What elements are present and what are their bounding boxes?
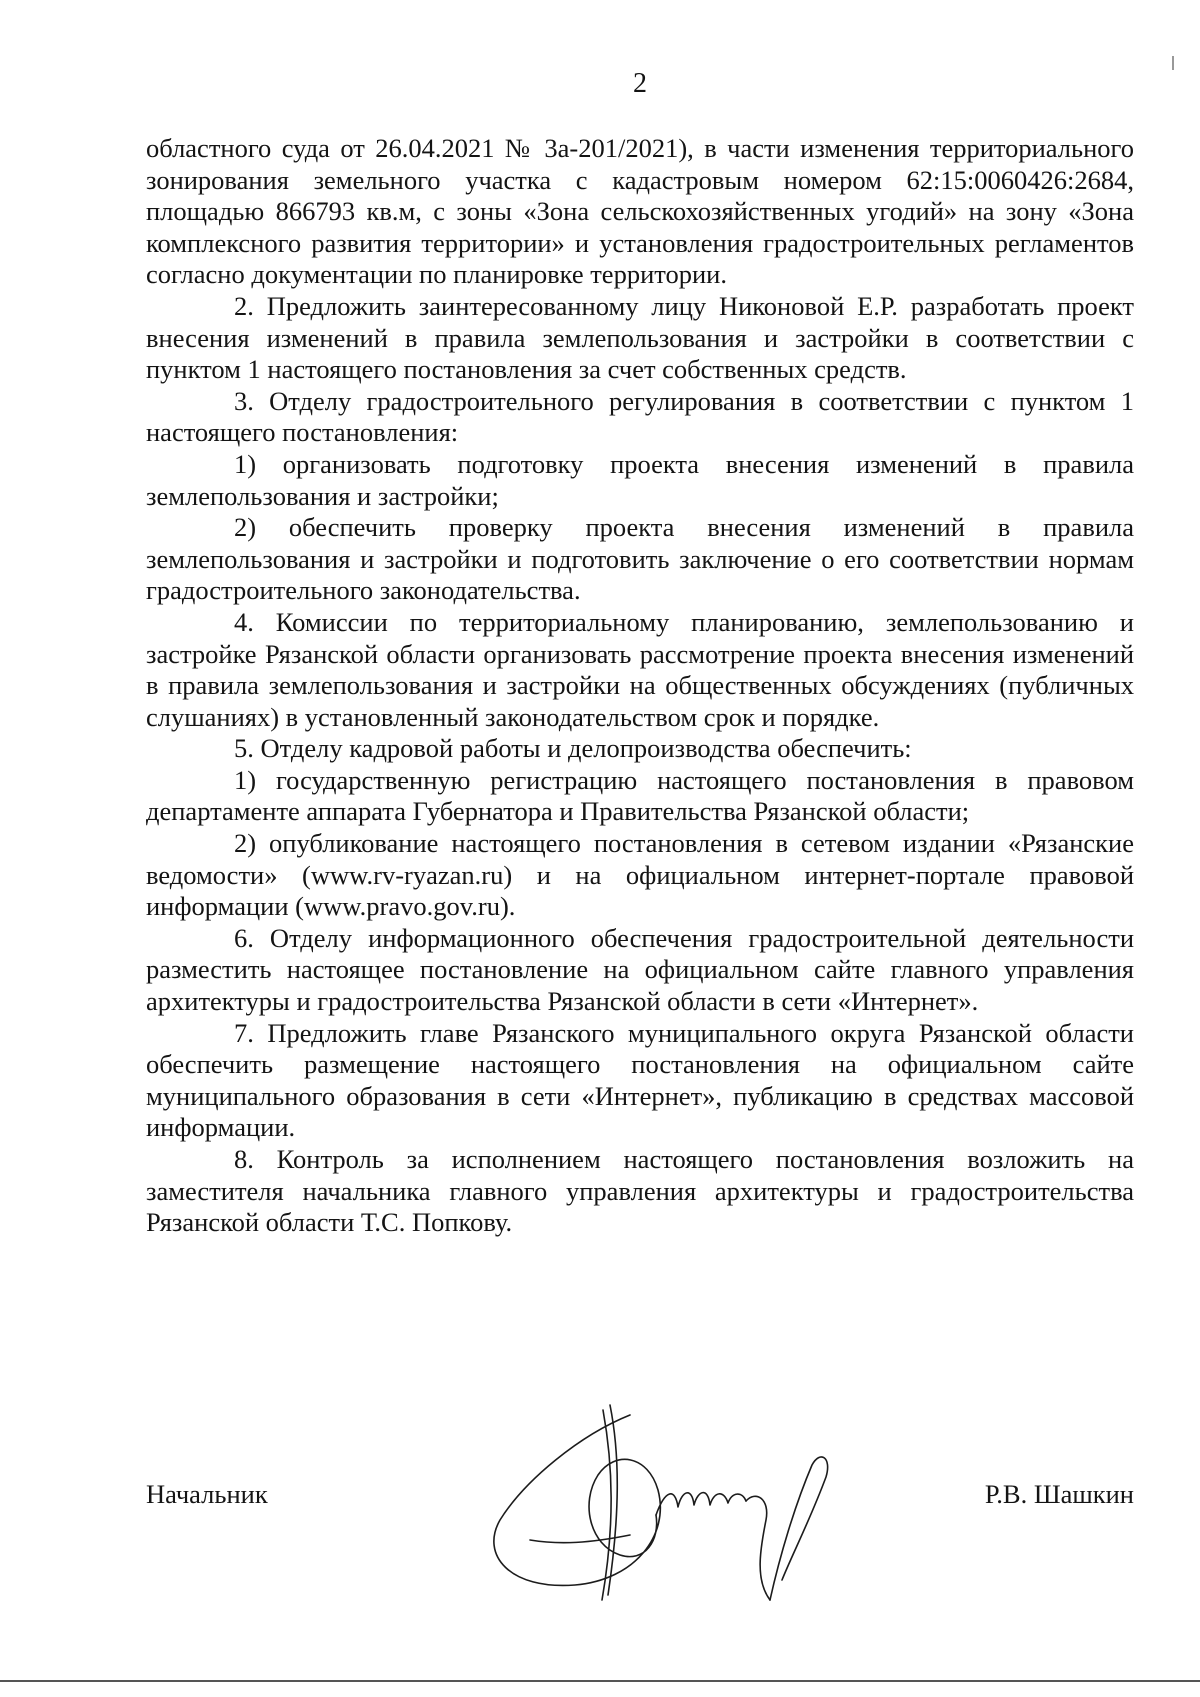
paragraph-continuation: областного суда от 26.04.2021 № 3а-201/2021), в части изменения территориального зонирования земельного участка с кадастровым номером 62:15:0060426:2684, площадью 866793 кв.м, с зоны «Зона сельскохозяйственных угодий» на зону «Зона комплексного развития территории» и установления градостроительных регламентов согласно документации по планировке территории. bbox=[146, 133, 1134, 290]
paragraph-item-3-sub-1: 1) организовать подготовку проекта внесения изменений в правила землепользования и застройки; bbox=[146, 448, 1134, 511]
paragraph-item-7: 7. Предложить главе Рязанского муниципального округа Рязанской области обеспечить размещение настоящего постановления на официальном сайте муниципального образования в сети «Интернет», публикацию в средствах массовой информации. bbox=[146, 1017, 1134, 1143]
paragraph-item-3-sub-2: 2) обеспечить проверку проекта внесения изменений в правила землепользования и застройки и подготовить заключение о его соответствии нормам градостроительного законодательства. bbox=[146, 512, 1134, 606]
paragraph-item-2: 2. Предложить заинтересованному лицу Никоновой Е.Р. разработать проект внесения изменений в правила землепользования и застройки в соответствии с пунктом 1 настоящего постановления за счет собственных средств. bbox=[146, 290, 1134, 385]
handwritten-signature bbox=[470, 1395, 870, 1615]
signatory-name: Р.В. Шашкин bbox=[984, 1479, 1134, 1509]
paragraph-item-6: 6. Отделу информационного обеспечения градостроительной деятельности разместить настоящее постановление на официальном сайте главного управления архитектуры и градостроительства Рязанской области в сети «Интернет». bbox=[146, 922, 1134, 1017]
paragraph-item-5-sub-2: 2) опубликование настоящего постановления в сетевом издании «Рязанские ведомости» (www.rv-ryazan.ru) и на официальном интернет-портале правовой информации (www.pravo.gov.ru). bbox=[146, 828, 1134, 922]
scan-bottom-edge bbox=[0, 1680, 1200, 1682]
page-number: 2 bbox=[633, 68, 647, 99]
signatory-title: Начальник bbox=[146, 1479, 268, 1509]
paragraph-item-4: 4. Комиссии по территориальному планированию, землепользованию и застройке Рязанской области организовать рассмотрение проекта внесения изменений в правила землепользования и застройки на общественных обсуждениях (публичных слушаниях) в установленный законодательством срок и порядке. bbox=[146, 606, 1134, 732]
document-body bbox=[146, 133, 1134, 1239]
paragraph-item-5: 5. Отделу кадровой работы и делопроизводства обеспечить: bbox=[234, 733, 912, 764]
paragraph-item-5-sub-1: 1) государственную регистрацию настоящего постановления в правовом департаменте аппарата Губернатора и Правительства Рязанской области; bbox=[146, 764, 1134, 827]
paragraph-item-3: 3. Отделу градостроительного регулирования в соответствии с пунктом 1 настоящего постановления: bbox=[146, 385, 1134, 448]
paragraph-item-8: 8. Контроль за исполнением настоящего постановления возложить на заместителя начальника главного управления архитектуры и градостроительства Рязанской области Т.С. Попкову. bbox=[146, 1144, 1134, 1238]
